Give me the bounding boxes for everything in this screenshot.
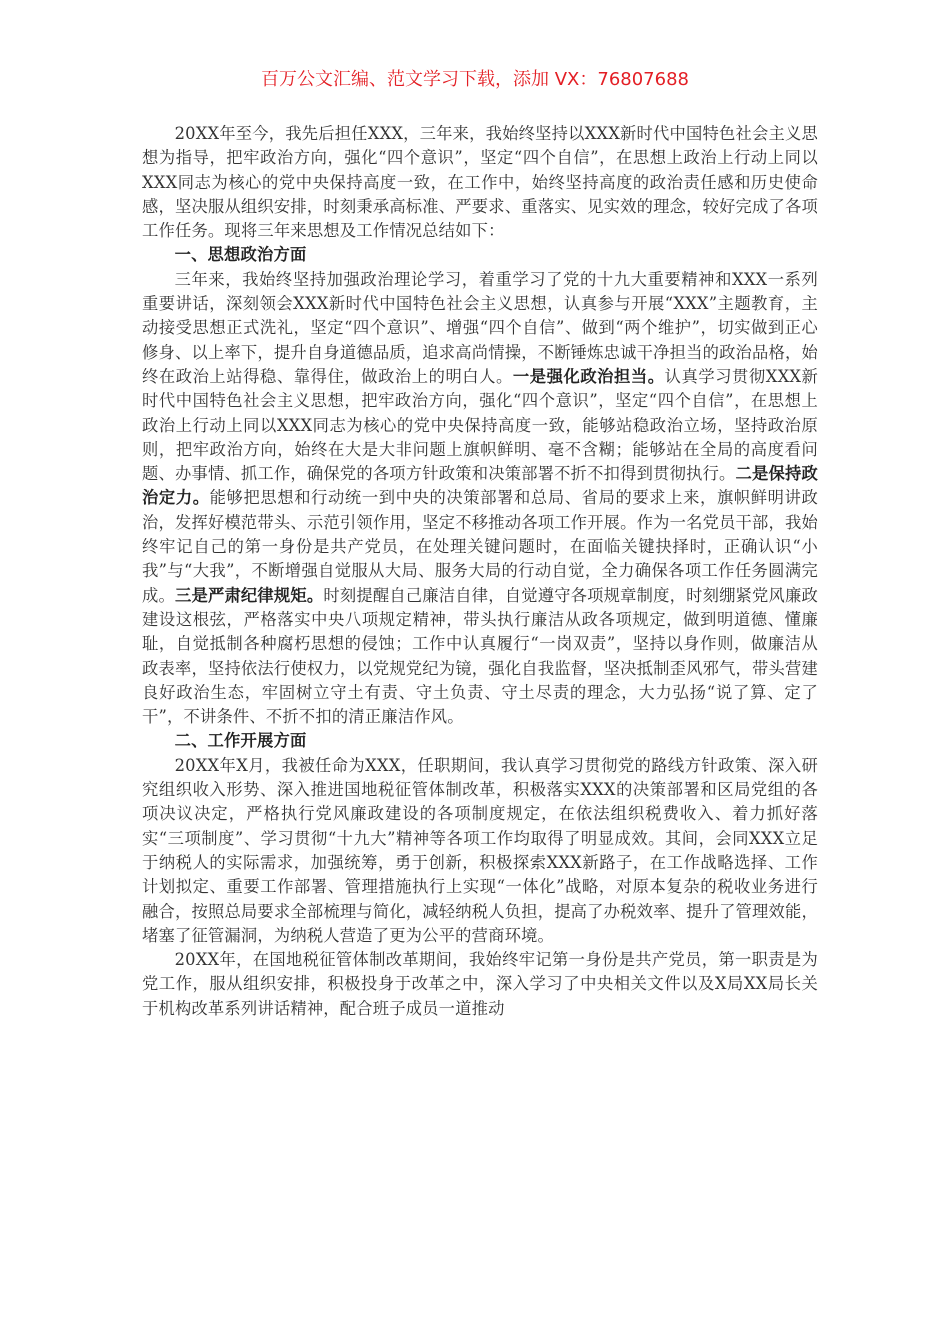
bold-point-3: 三是严肃纪律规矩。 [174,585,324,605]
section-heading-work: 二、工作开展方面 [174,731,307,751]
section-heading-ideology: 一、思想政治方面 [174,245,307,265]
section-paragraph-ideology [142,268,818,730]
section-paragraph-work-2: 20XX年，在国地税征管体制改革期间，我始终牢记第一身份是共产党员，第一职责是为党工作，服从组织安排，积极投身于改革之中，深入学习了中央相关文件以及X局XX局长关于机构改革系列讲话精神，配合班子成员一道推动 [142,950,818,1018]
promo-banner: 百万公文汇编、范文学习下载，添加 VX：76807688 [261,69,689,90]
paragraph-text: 时刻提醒自己廉洁自律，自觉遵守各项规章制度，时刻绷紧党风廉政建设这根弦，严格落实中央八项规定精神，带头执行廉洁从政各项规定，做到明道德、懂廉耻，自觉抵制各种腐朽思想的侵蚀；工作中认真履行“一岗双责”，坚持以身作则，做廉洁从政表率，坚持依法行使权力，以党规党纪为镜，强化自我监督，坚决抵制歪风邪气，带头营建良好政治生态，牢固树立守土有责、守土负责、守土尽责的理念，大力弘扬“说了算、定了干”，不讲条件、不折不扣的清正廉洁作风。 [142,585,818,727]
document-body [142,122,818,1021]
bold-point-1: 一是强化政治担当。 [512,366,665,386]
section-paragraph-work-1: 20XX年X月，我被任命为XXX，任职期间，我认真学习贯彻党的路线方针政策、深入研究组织收入形势、深入推进国地税征管体制改革，积极落实XXX的决策部署和区局党组的各项决议决定，严格执行党风廉政建设的各项制度规定，在依法组织税费收入、着力抓好落实“三项制度”、学习贯彻“十九大”精神等各项工作均取得了明显成效。其间，会同XXX立足于纳税人的实际需求，加强统筹，勇于创新，积极探索XXX新路子，在工作战略选择、工作计划拟定、重要工作部署、管理措施执行上实现“一体化”战略，对原本复杂的税收业务进行融合，按照总局要求全部梳理与简化，减轻纳税人负担，提高了办税效率、提升了管理效能，堵塞了征管漏洞，为纳税人营造了更为公平的营商环境。 [142,755,818,945]
bold-point-2: 二是保持政治定力。 [142,464,818,508]
paragraph-text: 认真学习贯彻XXX新时代中国特色社会主义思想，把牢政治方向，强化“四个意识”，坚定“四个自信”，在思想上政治上行动上同以XXX同志为核心的党中央保持高度一致，能够站稳政治立场，坚持政治原则，把牢政治方向，始终在大是大非问题上旗帜鲜明、毫不含糊；能够站在全局的高度看问题、办事情、抓工作，确保党的各项方针政策和决策部署不折不扣得到贯彻执行。 [142,366,819,484]
intro-paragraph: 20XX年至今，我先后担任XXX，三年来，我始终坚持以XXX新时代中国特色社会主义思想为指导，把牢政治方向，强化“四个意识”，坚定“四个自信”，在思想上政治上行动上同以XXX同志为核心的党中央保持高度一致，在工作中，始终坚持高度的政治责任感和历史使命感，坚决服从组织安排，时刻秉承高标准、严要求、重落实、见实效的理念，较好完成了各项工作任务。现将三年来思想及工作情况总结如下： [142,124,818,241]
paragraph-text: 能够把思想和行动统一到中央的决策部署和总局、省局的要求上来，旗帜鲜明讲政治，发挥好模范带头、示范引领作用，坚定不移推动各项工作开展。作为一名党员干部，我始终牢记自己的第一身份是共产党员，在处理关键问题时，在面临关键抉择时，正确认识“小我”与“大我”，不断增强自觉服从大局、服务大局的行动自觉，全力确保各项工作任务圆满完成。 [142,488,818,605]
paragraph-text: 三年来，我始终坚持加强政治理论学习，着重学习了党的十九大重要精神和XXX一系列重要讲话，深刻领会XXX新时代中国特色社会主义思想，认真参与开展“XXX”主题教育，主动接受思想正式洗礼，坚定“四个意识”、增强“四个自信”、做到“两个维护”，切实做到正心修身、以上率下，提升自身道德品质，追求高尚情操，不断锤炼忠诚干净担当的政治品格，始终在政治上站得稳、靠得住，做政治上的明白人。 [142,269,818,386]
